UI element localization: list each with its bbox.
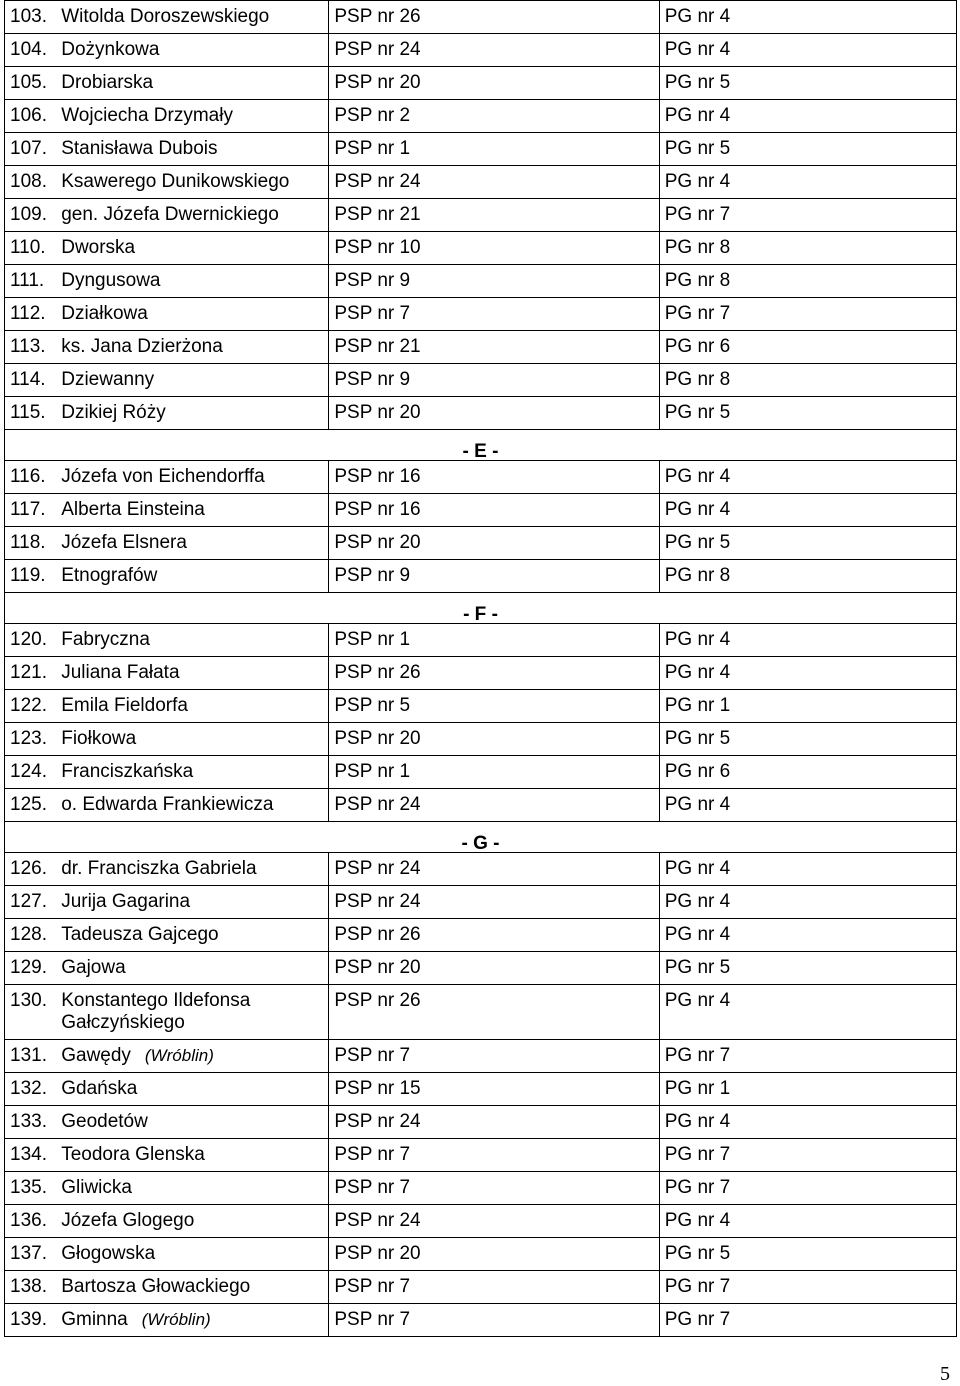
street-name-cell [57,1205,329,1238]
street-name-cell [57,397,329,430]
gymnasium-cell: PG nr 5 [659,67,956,100]
row-number: 127. [5,886,58,919]
street-name-cell [57,232,329,265]
street-name: ks. Jana Dzierżona [61,336,223,357]
row-number: 135. [5,1172,58,1205]
gymnasium-cell: PG nr 4 [659,657,956,690]
primary-school-cell: PSP nr 1 [329,756,659,789]
row-number: 111. [5,265,58,298]
gymnasium-cell: PG nr 4 [659,34,956,67]
primary-school-cell: PSP nr 16 [329,494,659,527]
street-name-cell [57,364,329,397]
table-row [5,1,957,34]
street-name: Fiołkowa [61,728,137,749]
primary-school-cell: PSP nr 2 [329,100,659,133]
row-number: 120. [5,624,58,657]
row-number: 131. [5,1040,58,1073]
primary-school-cell: PSP nr 21 [329,331,659,364]
table-row [5,1172,957,1205]
gymnasium-cell: PG nr 4 [659,1,956,34]
gymnasium-cell: PG nr 5 [659,133,956,166]
row-number: 104. [5,34,58,67]
street-name: Stanisława Dubois [61,138,218,159]
street-name: Wojciecha Drzymały [61,105,233,126]
primary-school-cell: PSP nr 9 [329,265,659,298]
primary-school-cell: PSP nr 7 [329,1304,659,1337]
street-name-cell [57,952,329,985]
gymnasium-cell: PG nr 7 [659,298,956,331]
section-letter: - E - [462,441,499,461]
table-row [5,560,957,593]
gymnasium-cell: PG nr 8 [659,364,956,397]
street-name-cell [57,331,329,364]
table-row [5,397,957,430]
primary-school-cell: PSP nr 24 [329,1205,659,1238]
street-name-cell [57,1073,329,1106]
street-name: Dziewanny [61,369,155,390]
street-name: Juliana Fałata [61,662,180,683]
gymnasium-cell: PG nr 7 [659,1172,956,1205]
street-name-cell [57,461,329,494]
table-row [5,331,957,364]
street-name: Etnografów [61,565,158,586]
primary-school-cell: PSP nr 9 [329,364,659,397]
table-row [5,624,957,657]
primary-school-cell: PSP nr 24 [329,166,659,199]
row-number: 128. [5,919,58,952]
section-header-row [5,822,957,853]
row-number: 122. [5,690,58,723]
table-row [5,199,957,232]
row-number: 118. [5,527,58,560]
street-name: gen. Józefa Dwernickiego [61,204,279,225]
table-row [5,690,957,723]
gymnasium-cell: PG nr 1 [659,1073,956,1106]
gymnasium-cell: PG nr 4 [659,494,956,527]
gymnasium-cell: PG nr 5 [659,397,956,430]
street-name-cell [57,624,329,657]
primary-school-cell: PSP nr 20 [329,723,659,756]
section-header [5,430,957,461]
section-header-row [5,593,957,624]
row-number: 112. [5,298,58,331]
street-name: Działkowa [61,303,148,324]
primary-school-cell: PSP nr 10 [329,232,659,265]
table-row [5,265,957,298]
street-name-cell [57,919,329,952]
primary-school-cell: PSP nr 7 [329,298,659,331]
primary-school-cell: PSP nr 24 [329,886,659,919]
street-name-cell [57,1304,329,1337]
table-row [5,67,957,100]
primary-school-cell: PSP nr 21 [329,199,659,232]
gymnasium-cell: PG nr 4 [659,1106,956,1139]
primary-school-cell: PSP nr 1 [329,624,659,657]
street-name: o. Edwarda Frankiewicza [61,794,274,815]
street-name-cell [57,657,329,690]
primary-school-cell: PSP nr 15 [329,1073,659,1106]
row-number: 124. [5,756,58,789]
gymnasium-cell: PG nr 8 [659,560,956,593]
gymnasium-cell: PG nr 7 [659,1304,956,1337]
street-name: dr. Franciszka Gabriela [61,858,257,879]
primary-school-cell: PSP nr 7 [329,1172,659,1205]
street-name-cell [57,1172,329,1205]
gymnasium-cell: PG nr 8 [659,265,956,298]
street-name: Tadeusza Gajcego [61,924,219,945]
table-row [5,657,957,690]
primary-school-cell: PSP nr 26 [329,919,659,952]
street-name-cell [57,853,329,886]
table-row [5,232,957,265]
table-row [5,789,957,822]
gymnasium-cell: PG nr 4 [659,461,956,494]
primary-school-cell: PSP nr 5 [329,690,659,723]
street-name-cell [57,494,329,527]
gymnasium-cell: PG nr 4 [659,1205,956,1238]
street-name: Fabryczna [61,629,150,650]
row-number: 125. [5,789,58,822]
primary-school-cell: PSP nr 24 [329,1106,659,1139]
street-name: Gajowa [61,957,126,978]
street-name: Gawędy [61,1045,131,1066]
street-name: Józefa von Eichendorffa [61,466,265,487]
table-row [5,461,957,494]
gymnasium-cell: PG nr 4 [659,985,956,1040]
street-name: Konstantego Ildefonsa Gałczyńskiego [61,990,251,1033]
street-name-cell [57,1,329,34]
table-row [5,1205,957,1238]
gymnasium-cell: PG nr 5 [659,723,956,756]
street-name-cell [57,1139,329,1172]
street-name-cell [57,199,329,232]
gymnasium-cell: PG nr 4 [659,624,956,657]
gymnasium-cell: PG nr 8 [659,232,956,265]
gymnasium-cell: PG nr 4 [659,166,956,199]
row-number: 108. [5,166,58,199]
page-number: 5 [940,1363,950,1385]
street-name: Gminna [61,1309,128,1330]
section-header-row [5,430,957,461]
street-name-cell [57,723,329,756]
street-name-cell [57,1106,329,1139]
table-row [5,133,957,166]
table-row [5,1073,957,1106]
row-number: 110. [5,232,58,265]
table-row [5,756,957,789]
row-number: 123. [5,723,58,756]
street-name-cell [57,789,329,822]
primary-school-cell: PSP nr 20 [329,397,659,430]
table-row [5,494,957,527]
section-header [5,822,957,853]
street-name: Geodetów [61,1111,148,1132]
primary-school-cell: PSP nr 24 [329,853,659,886]
street-name-cell [57,756,329,789]
row-number: 133. [5,1106,58,1139]
street-name: Dworska [61,237,136,258]
row-number: 113. [5,331,58,364]
row-number: 115. [5,397,58,430]
table-row [5,723,957,756]
table-row [5,1139,957,1172]
row-number: 105. [5,67,58,100]
street-name: Józefa Elsnera [61,532,187,553]
primary-school-cell: PSP nr 26 [329,657,659,690]
street-name: Alberta Einsteina [61,499,205,520]
gymnasium-cell: PG nr 4 [659,100,956,133]
street-name-cell [57,100,329,133]
street-note: (Wróblin) [144,1046,214,1065]
street-name: Witolda Doroszewskiego [61,6,270,27]
street-name-cell [57,133,329,166]
street-name: Ksawerego Dunikowskiego [61,171,290,192]
street-name-cell [57,1271,329,1304]
row-number: 114. [5,364,58,397]
gymnasium-cell: PG nr 5 [659,527,956,560]
primary-school-cell: PSP nr 16 [329,461,659,494]
primary-school-cell: PSP nr 7 [329,1271,659,1304]
street-name-cell [57,34,329,67]
street-name-cell [57,67,329,100]
row-number: 139. [5,1304,58,1337]
table-body [5,1,957,1337]
gymnasium-cell: PG nr 4 [659,789,956,822]
gymnasium-cell: PG nr 4 [659,853,956,886]
row-number: 106. [5,100,58,133]
table-row [5,952,957,985]
gymnasium-cell: PG nr 6 [659,756,956,789]
table-row [5,1271,957,1304]
table-row [5,364,957,397]
street-name: Dożynkowa [61,39,160,60]
row-number: 138. [5,1271,58,1304]
table-row [5,886,957,919]
table-row [5,100,957,133]
gymnasium-cell: PG nr 5 [659,1238,956,1271]
street-name: Emila Fieldorfa [61,695,188,716]
primary-school-cell: PSP nr 26 [329,1,659,34]
primary-school-cell: PSP nr 20 [329,1238,659,1271]
gymnasium-cell: PG nr 5 [659,952,956,985]
primary-school-cell: PSP nr 20 [329,67,659,100]
primary-school-cell: PSP nr 7 [329,1040,659,1073]
street-name: Gliwicka [61,1177,132,1198]
gymnasium-cell: PG nr 6 [659,331,956,364]
street-name: Józefa Glogego [61,1210,195,1231]
row-number: 126. [5,853,58,886]
table-row [5,1040,957,1073]
table-row [5,34,957,67]
primary-school-cell: PSP nr 9 [329,560,659,593]
street-name-cell [57,1238,329,1271]
gymnasium-cell: PG nr 4 [659,886,956,919]
gymnasium-cell: PG nr 7 [659,1040,956,1073]
table-row [5,919,957,952]
row-number: 121. [5,657,58,690]
row-number: 132. [5,1073,58,1106]
street-name-cell [57,166,329,199]
street-name: Jurija Gagarina [61,891,191,912]
table-row [5,1238,957,1271]
street-name-cell [57,265,329,298]
primary-school-cell: PSP nr 20 [329,952,659,985]
street-name-cell [57,298,329,331]
row-number: 116. [5,461,58,494]
street-name: Głogowska [61,1243,156,1264]
primary-school-cell: PSP nr 26 [329,985,659,1040]
street-name-cell [57,527,329,560]
section-letter: - F - [463,604,498,624]
street-name-cell [57,560,329,593]
row-number: 129. [5,952,58,985]
street-name-cell [57,690,329,723]
street-name-cell [57,985,329,1040]
table-row [5,298,957,331]
primary-school-cell: PSP nr 1 [329,133,659,166]
gymnasium-cell: PG nr 7 [659,199,956,232]
primary-school-cell: PSP nr 24 [329,789,659,822]
street-name: Bartosza Głowackiego [61,1276,251,1297]
row-number: 134. [5,1139,58,1172]
row-number: 137. [5,1238,58,1271]
row-number: 107. [5,133,58,166]
street-name: Teodora Glenska [61,1144,205,1165]
section-header [5,593,957,624]
table-row [5,853,957,886]
section-letter: - G - [461,833,500,853]
primary-school-cell: PSP nr 20 [329,527,659,560]
gymnasium-cell: PG nr 7 [659,1139,956,1172]
street-name: Dzikiej Róży [61,402,166,423]
table-row [5,527,957,560]
row-number: 136. [5,1205,58,1238]
table-row [5,985,957,1040]
row-number: 109. [5,199,58,232]
row-number: 103. [5,1,58,34]
primary-school-cell: PSP nr 7 [329,1139,659,1172]
street-name-cell [57,1040,329,1073]
row-number: 117. [5,494,58,527]
gymnasium-cell: PG nr 7 [659,1271,956,1304]
street-assignment-table [4,0,957,1337]
table-row [5,1106,957,1139]
street-name: Gdańska [61,1078,138,1099]
street-name: Franciszkańska [61,761,194,782]
street-name-cell [57,886,329,919]
street-note: (Wróblin) [141,1310,211,1329]
table-row [5,1304,957,1337]
row-number: 130. [5,985,58,1040]
row-number: 119. [5,560,58,593]
street-name: Drobiarska [61,72,154,93]
primary-school-cell: PSP nr 24 [329,34,659,67]
gymnasium-cell: PG nr 1 [659,690,956,723]
street-name: Dyngusowa [61,270,161,291]
table-row [5,166,957,199]
gymnasium-cell: PG nr 4 [659,919,956,952]
